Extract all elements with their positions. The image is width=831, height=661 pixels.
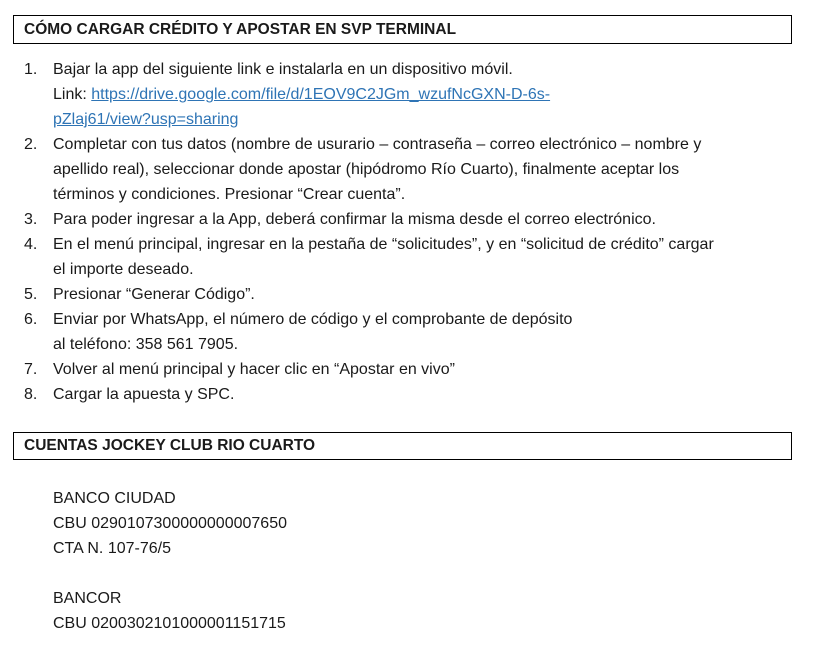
step-text: Bajar la app del siguiente link e instalarla en un dispositivo móvil. [53, 61, 513, 78]
link-line [53, 82, 801, 132]
bank-account-ciudad [53, 486, 287, 561]
step-text: Cargar la apuesta y SPC. [53, 386, 235, 403]
steps-list [0, 57, 831, 407]
accounts-list [53, 486, 287, 661]
section-header-cuentas [13, 432, 792, 460]
section-title: CÓMO CARGAR CRÉDITO Y APOSTAR EN SVP TERMINAL [24, 20, 457, 38]
bank-name: BANCOR [53, 590, 122, 607]
list-item-step-8 [0, 382, 831, 407]
list-item-step-7 [0, 357, 831, 382]
download-link-part2[interactable]: pZlaj61/view?usp=sharing [53, 111, 239, 128]
step-number: 3. [24, 211, 38, 228]
step-text: Presionar “Generar Código”. [53, 286, 255, 303]
step-text: Completar con tus datos (nombre de usurario – contraseña – correo electrónico – nombre y [53, 136, 702, 153]
step-text: Volver al menú principal y hacer clic en “Apostar en vivo” [53, 361, 455, 378]
step-text: apellido real), seleccionar donde apostar (hipódromo Río Cuarto), finalmente aceptar los [53, 161, 680, 178]
step-text: Enviar por WhatsApp, el número de código y el comprobante de depósito [53, 311, 573, 328]
step-number: 5. [24, 286, 38, 303]
step-number: 6. [24, 311, 38, 328]
list-item-step-6 [0, 307, 831, 357]
bank-account-bancor [53, 586, 287, 636]
step-number: 2. [24, 136, 38, 153]
step-number: 7. [24, 361, 38, 378]
list-item-step-1 [0, 57, 831, 132]
step-number: 4. [24, 236, 38, 253]
download-link-part1[interactable]: https://drive.google.com/file/d/1EOV9C2JGm_wzufNcGXN-D-6s- [91, 86, 551, 103]
step-text: al teléfono: 358 561 7905. [53, 336, 239, 353]
bank-name: BANCO CIUDAD [53, 490, 176, 507]
section-title: CUENTAS JOCKEY CLUB RIO CUARTO [24, 437, 316, 454]
step-text: el importe deseado. [53, 261, 194, 278]
list-item-step-2 [0, 132, 831, 207]
step-text: términos y condiciones. Presionar “Crear cuenta”. [53, 186, 406, 203]
step-text: Para poder ingresar a la App, deberá confirmar la misma desde el correo electrónico. [53, 211, 656, 228]
step-number: 1. [24, 61, 38, 78]
step-text: En el menú principal, ingresar en la pestaña de “solicitudes”, y en “solicitud de crédito” cargar [53, 236, 714, 253]
bank-cta: CTA N. 107-76/5 [53, 540, 171, 557]
list-item-step-5 [0, 282, 831, 307]
list-item-step-4 [0, 232, 831, 282]
bank-cbu: CBU 0290107300000000007650 [53, 515, 287, 532]
link-label: Link: [53, 86, 87, 103]
list-item-step-3 [0, 207, 831, 232]
step-number: 8. [24, 386, 38, 403]
bank-cbu: CBU 0200302101000001151715 [53, 615, 286, 632]
download-link[interactable] [53, 86, 550, 128]
section-header-como-cargar [13, 15, 792, 44]
